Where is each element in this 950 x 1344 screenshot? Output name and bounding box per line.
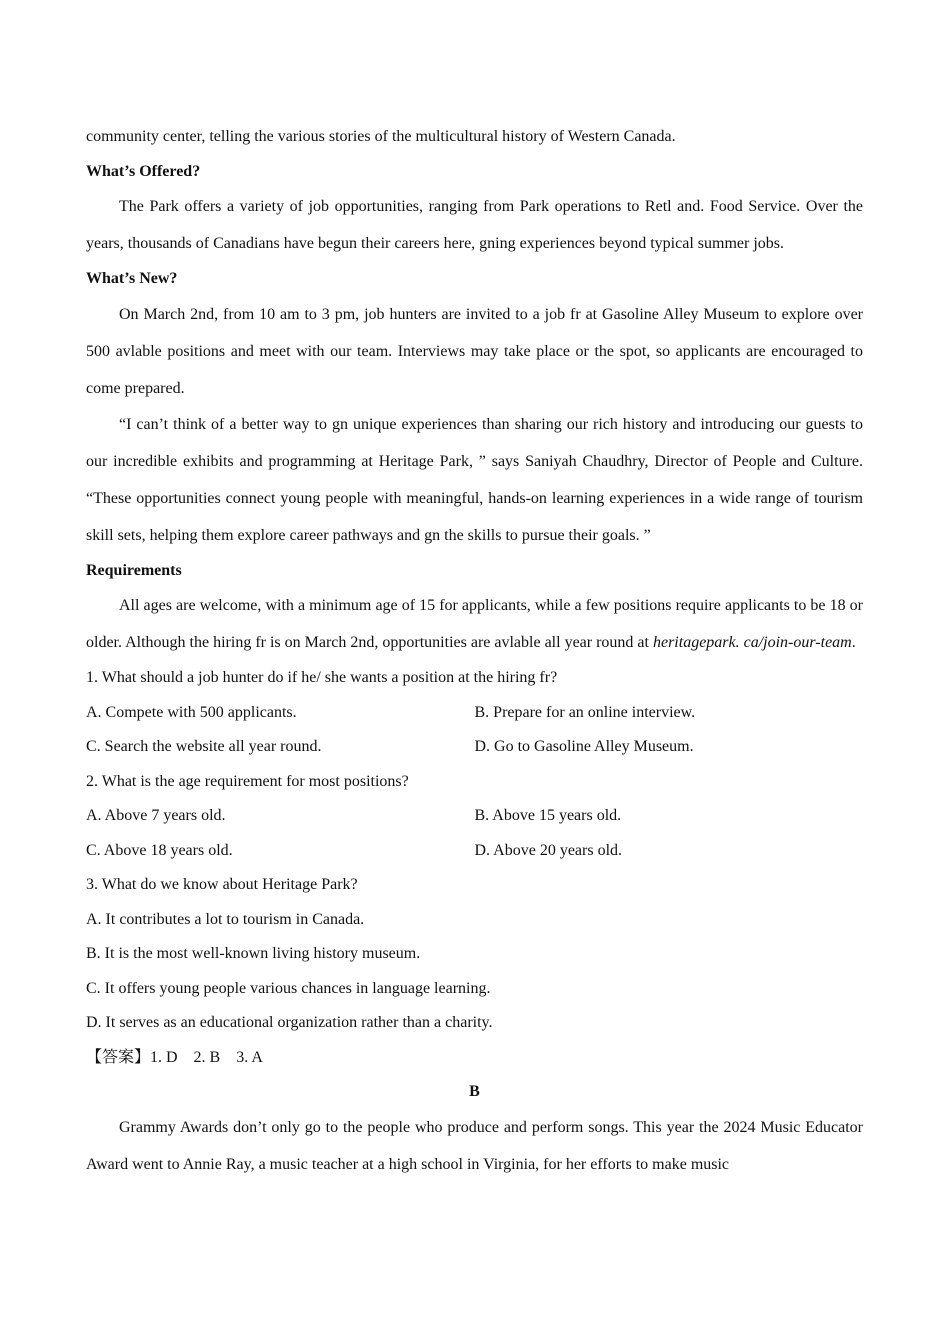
document-page	[86, 124, 863, 1187]
section-b-label: B	[469, 1083, 480, 1100]
website-link: heritagepark. ca/join-our-team	[652, 634, 852, 651]
question-1-option-a: A. Compete with 500 applicants.	[86, 703, 297, 721]
question-2-option-c: C. Above 18 years old.	[86, 841, 233, 859]
new-paragraph-1: On March 2nd, from 10 am to 3 pm, job hunters are invited to a job fr at Gasoline Alley Museum to explore over 500 avlable positions and meet with our team. Interviews may take place or the spot, so applicants are encouraged to come prepared.	[86, 305, 863, 397]
requirements-end: .	[851, 634, 856, 651]
requirements-paragraph	[86, 587, 863, 661]
question-1-option-c: C. Search the website all year round.	[86, 738, 322, 755]
answer-key: 【答案】1. D 2. B 3. A	[86, 1048, 263, 1066]
question-1-options-row-1	[86, 700, 863, 735]
question-2-option-a: A. Above 7 years old.	[86, 807, 226, 824]
offered-heading: What’s Offered?	[86, 162, 201, 180]
requirements-text: All ages are welcome, with a minimum age of 15 for applicants, while a few positions require applicants to be 18 or older. Although the hiring fr is on March 2nd, opportunities are avlable all year round at	[86, 597, 863, 651]
section-b-paragraph: Grammy Awards don’t only go to the people who produce and perform songs. This year the 2024 Music Educator Award went to Annie Ray, a music teacher at a high school in Virginia, for her efforts to make music	[86, 1118, 863, 1173]
question-1-stem: 1. What should a job hunter do if he/ she wants a position at the hiring fr?	[86, 669, 558, 686]
question-3-stem: 3. What do we know about Heritage Park?	[86, 876, 358, 893]
question-2-option-b: B. Above 15 years old.	[474, 807, 622, 824]
question-3-option-c: C. It offers young people various chances in language learning.	[86, 979, 491, 997]
new-heading: What’s New?	[86, 270, 178, 287]
question-1-options-row-2	[86, 734, 863, 769]
question-3-option-d: D. It serves as an educational organization rather than a charity.	[86, 1014, 493, 1031]
question-1-option-b: B. Prepare for an online interview.	[474, 703, 696, 721]
question-1-option-d: D. Go to Gasoline Alley Museum.	[474, 738, 694, 755]
offered-paragraph: The Park offers a variety of job opportunities, ranging from Park operations to Retl and. Food Service. Over the years, thousands of Canadians have begun their careers here, gning experiences beyond typical summer jobs.	[86, 198, 863, 252]
intro-line: community center, telling the various stories of the multicultural history of Western Canada.	[86, 128, 676, 145]
question-2-options-row-2	[86, 838, 863, 873]
question-2-option-d: D. Above 20 years old.	[474, 841, 623, 859]
requirements-heading: Requirements	[86, 561, 182, 579]
question-3-option-b: B. It is the most well-known living history museum.	[86, 945, 421, 962]
question-2-stem: 2. What is the age requirement for most positions?	[86, 772, 409, 790]
question-3-option-a: A. It contributes a lot to tourism in Canada.	[86, 910, 365, 928]
question-2-options-row-1	[86, 803, 863, 838]
new-paragraph-2: “I can’t think of a better way to gn unique experiences than sharing our rich history and introducing our guests to our incredible exhibits and programming at Heritage Park, ” says Saniyah Chaudhry, Director of People and Culture. “These opportunities connect young people with meaningful, hands-on learning experiences in a wide range of tourism skill sets, helping them explore career pathways and gn the skills to pursue their goals. ”	[86, 415, 863, 544]
